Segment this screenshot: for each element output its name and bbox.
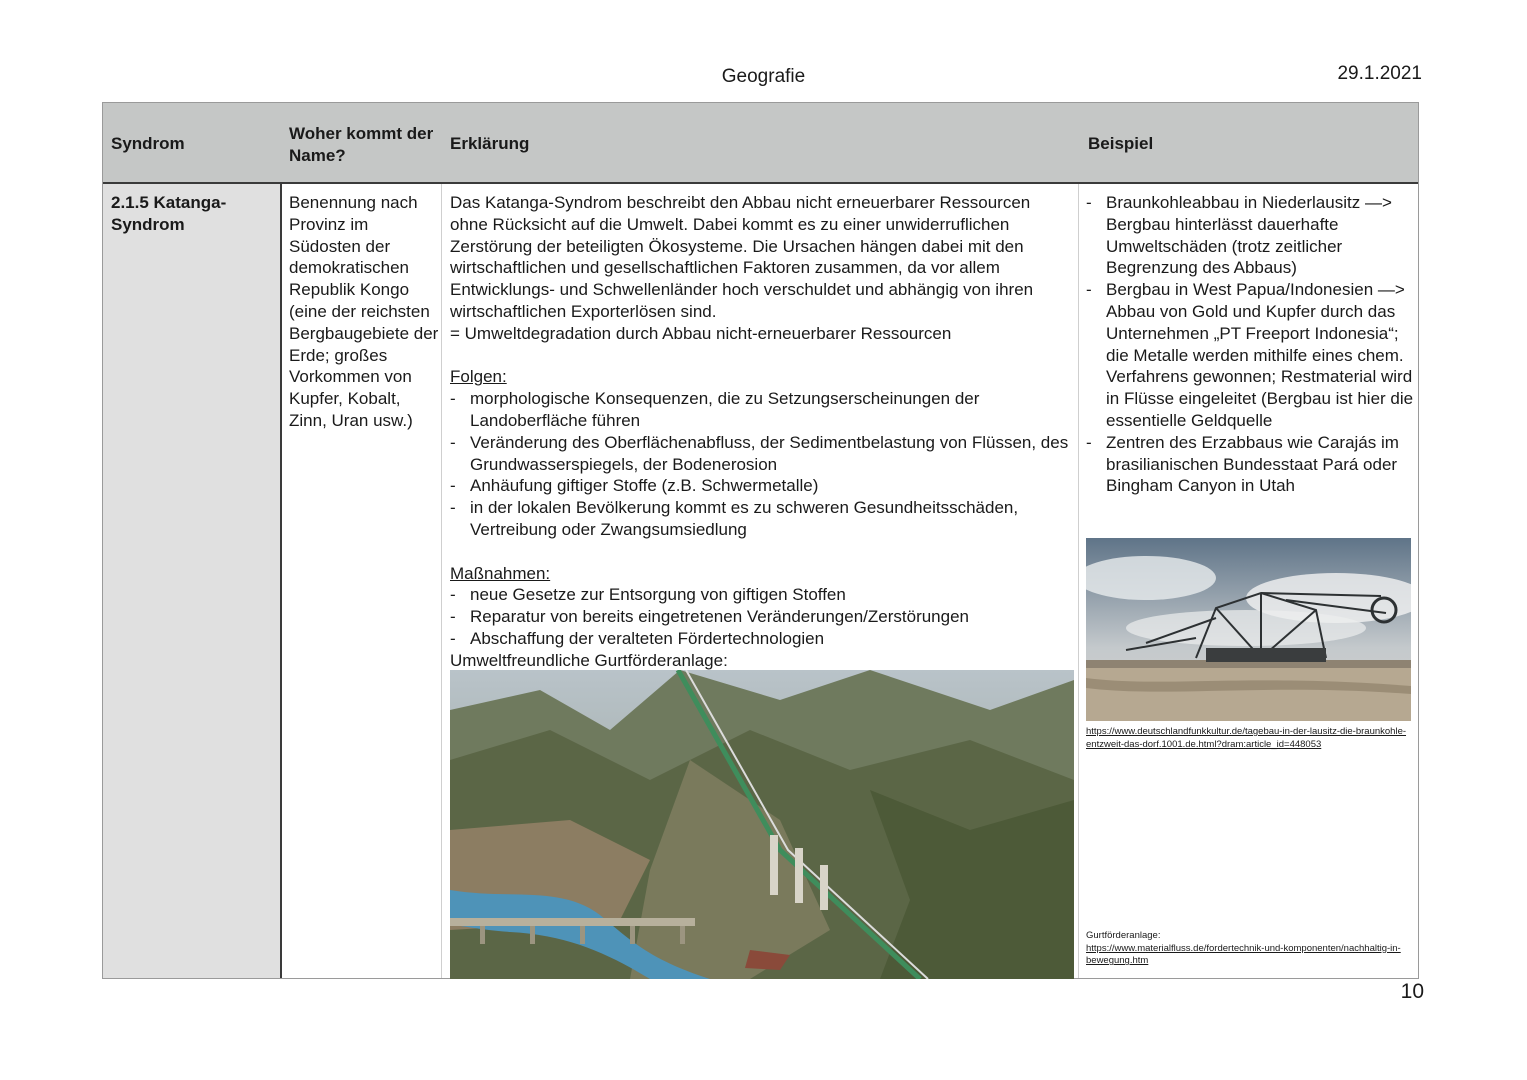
list-item: - Veränderung des Oberflächenabfluss, der Sedimentbelastung von Flüssen, des Grundwasserspiegels, der Bodenerosion <box>450 432 1070 476</box>
list-item: - Anhäufung giftiger Stoffe (z.B. Schwermetalle) <box>450 475 1070 497</box>
excavator-photo <box>1086 538 1411 721</box>
document-subject: Geografie <box>721 66 806 87</box>
source-url[interactable]: https://www.deutschlandfunkkultur.de/tagebau-in-der-lausitz-die-braunkohle-entzweit-das-dorf.1001.de.html?dram:article_id=448053 <box>1086 726 1407 750</box>
list-item: - Abschaffung der veralteten Fördertechnologien <box>450 628 1070 650</box>
belt-conveyor-photo <box>450 670 1074 979</box>
cell-name-origin: Benennung nach Provinz im Südosten der demokratischen Republik Kongo (eine der reichsten Bergbaugebiete der Erde; großes Vorkommen von Kupfer, Kobalt, Zinn, Uran usw.) <box>289 193 439 430</box>
source-link-lausitz[interactable] <box>1086 726 1414 751</box>
explanation-intro: Das Katanga-Syndrom beschreibt den Abbau nicht erneuerbarer Ressourcen ohne Rücksicht auf die Umwelt. Dabei kommt es zu einer unwiderruflichen Zerstörung der beteiligten Ökosysteme. Die Ursachen hängen dabei mit den wirtschaftlichen und gesellschaftlichen Faktoren zusammen, da vor allem Entwicklungs- und Schwellenländer hoch verschuldet und abhängig von ihren wirtschaftlichen Exporterlösen sind. <box>450 193 1034 321</box>
page-number: 10 <box>1400 980 1424 1003</box>
folgen-heading: Folgen: <box>450 367 507 387</box>
cell-explanation <box>450 192 1070 672</box>
list-item: - Braunkohleabbau in Niederlausitz —> Bergbau hinterlässt dauerhafte Umweltschäden (trotz zeitlicher Begrenzung des Abbaus) <box>1086 192 1414 279</box>
list-item: - in der lokalen Bevölkerung kommt es zu schweren Gesundheitsschäden, Vertreibung oder Zwangsumsiedlung <box>450 497 1070 541</box>
document-date: 29.1.2021 <box>1337 63 1422 84</box>
list-item: - Bergbau in West Papua/Indonesien —> Abbau von Gold und Kupfer durch das Unternehmen „PT Freeport Indonesia“; die Metalle werden mithilfe eines chem. Verfahrens gewonnen; Restmaterial wird in Flüsse eingeleitet (Bergbau ist hier die essentielle Geldquelle <box>1086 279 1414 432</box>
table-header-row <box>103 103 1418 184</box>
list-item: - Reparatur von bereits eingetretenen Veränderungen/Zerstörungen <box>450 606 1070 628</box>
list-item: - morphologische Konsequenzen, die zu Setzungserscheinungen der Landoberfläche führen <box>450 388 1070 432</box>
example-list <box>1086 192 1414 497</box>
header-syndrom: Syndrom <box>111 134 185 153</box>
folgen-list <box>450 388 1070 541</box>
source-label: Gurtförderanlage: <box>1086 930 1161 941</box>
cell-syndrom: 2.1.5 Katanga-Syndrom <box>111 193 227 234</box>
header-name-origin: Woher kommt der Name? <box>289 124 434 165</box>
source-url[interactable]: https://www.materialfluss.de/fordertechnik-und-komponenten/nachhaltig-in-bewegung.htm <box>1086 942 1401 967</box>
list-item: - neue Gesetze zur Entsorgung von giftigen Stoffen <box>450 584 1070 606</box>
syndrome-table <box>102 102 1419 979</box>
explanation-summary: = Umweltdegradation durch Abbau nicht-erneuerbarer Ressourcen <box>450 323 952 343</box>
list-item: - Zentren des Erzabbaus wie Carajás im brasilianischen Bundesstaat Pará oder Bingham Canyon in Utah <box>1086 432 1414 497</box>
image-caption: Umweltfreundliche Gurtförderanlage: <box>450 650 728 670</box>
header-example: Beispiel <box>1088 134 1154 153</box>
cell-example <box>1086 192 1414 497</box>
source-belt-conveyor <box>1086 930 1414 968</box>
massnahmen-heading: Maßnahmen: <box>450 563 551 583</box>
massnahmen-list <box>450 584 1070 649</box>
header-explanation: Erklärung <box>450 134 530 153</box>
